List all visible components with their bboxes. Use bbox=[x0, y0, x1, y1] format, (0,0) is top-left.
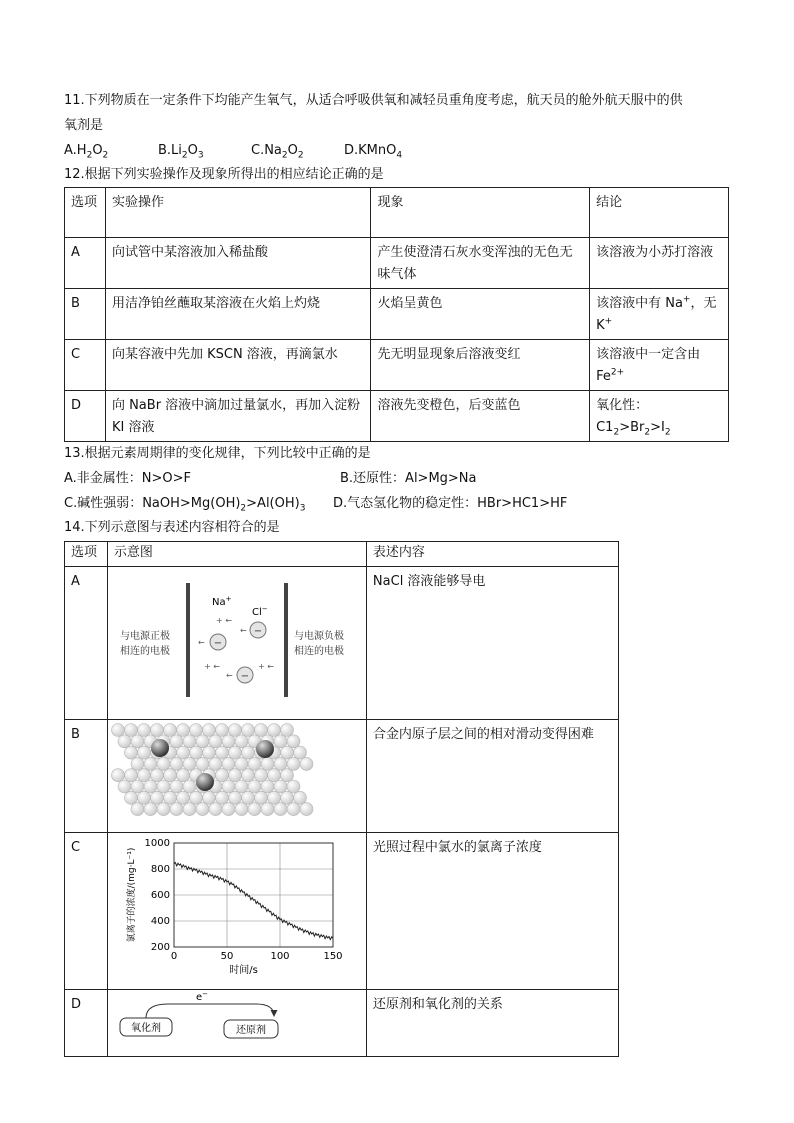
host-atom bbox=[144, 780, 157, 793]
host-atom bbox=[241, 724, 254, 737]
host-atom bbox=[183, 735, 196, 748]
q12-table bbox=[64, 187, 729, 442]
host-atom bbox=[183, 780, 196, 793]
solute-atom bbox=[151, 739, 169, 757]
host-atom bbox=[241, 746, 254, 759]
host-atom bbox=[118, 780, 131, 793]
host-atom bbox=[144, 757, 157, 770]
host-atom bbox=[202, 791, 215, 804]
row-phenomenon: 产生使澄清石灰水变浑浊的无色无味气体 bbox=[371, 238, 590, 289]
row-phenomenon: 溶液先变橙色，后变蓝色 bbox=[371, 391, 590, 442]
header-option: 选项 bbox=[65, 188, 106, 238]
q13-option-a: A.非金属性：N>O>F bbox=[64, 471, 192, 486]
host-atom bbox=[274, 780, 287, 793]
x-tick-label: 0 bbox=[170, 951, 178, 962]
y-tick-label: 200 bbox=[150, 942, 170, 953]
host-atom bbox=[196, 735, 209, 748]
host-atom bbox=[293, 746, 306, 759]
host-atom bbox=[300, 803, 313, 816]
header-diagram: 示意图 bbox=[107, 542, 366, 567]
diagram-chart bbox=[107, 833, 366, 990]
row-conclusion: 该溶液为小苏打溶液 bbox=[590, 238, 729, 289]
host-atom bbox=[261, 757, 274, 770]
host-atom bbox=[124, 724, 137, 737]
chloride-concentration-chart bbox=[108, 833, 366, 981]
header-description: 表述内容 bbox=[366, 542, 618, 567]
cl-ion-label: Cl− bbox=[251, 605, 268, 618]
host-atom bbox=[280, 791, 293, 804]
table-row bbox=[65, 289, 729, 340]
host-atom bbox=[170, 780, 183, 793]
y-tick-label: 400 bbox=[150, 916, 170, 927]
svg-text:+ ←: + ← bbox=[203, 662, 220, 671]
host-atom bbox=[170, 735, 183, 748]
table-row bbox=[65, 340, 729, 391]
host-atom bbox=[111, 724, 124, 737]
row-description: NaCl 溶液能够导电 bbox=[366, 567, 618, 720]
svg-text:+ ←: + ← bbox=[257, 662, 274, 671]
row-option: C bbox=[65, 833, 108, 990]
host-atom bbox=[176, 791, 189, 804]
diagram-redox bbox=[107, 990, 366, 1057]
host-atom bbox=[248, 803, 261, 816]
host-atom bbox=[287, 803, 300, 816]
y-tick-label: 800 bbox=[150, 864, 170, 875]
host-atom bbox=[176, 724, 189, 737]
header-phenomenon: 现象 bbox=[371, 188, 590, 238]
host-atom bbox=[248, 780, 261, 793]
host-atom bbox=[131, 757, 144, 770]
y-tick-label: 600 bbox=[150, 890, 170, 901]
host-atom bbox=[189, 724, 202, 737]
diagram-alloy bbox=[107, 720, 366, 833]
host-atom bbox=[131, 803, 144, 816]
y-axis-label: 氯离子的浓度/(mg·L⁻¹) bbox=[126, 847, 137, 943]
host-atom bbox=[124, 769, 137, 782]
host-atom bbox=[137, 791, 150, 804]
host-atom bbox=[300, 757, 313, 770]
host-atom bbox=[248, 757, 261, 770]
q13-option-d: D.气态氢化物的稳定性：HBr>HC1>HF bbox=[333, 496, 568, 511]
host-atom bbox=[163, 791, 176, 804]
na-ion-label: Na+ bbox=[211, 595, 232, 608]
host-atom bbox=[163, 769, 176, 782]
host-atom bbox=[189, 791, 202, 804]
q11-option-d: D.KMnO$_4$ bbox=[344, 143, 403, 161]
svg-text:←: ← bbox=[239, 626, 247, 635]
table-header-row bbox=[65, 188, 729, 238]
host-atom bbox=[254, 769, 267, 782]
row-operation: 用洁净铂丝蘸取某溶液在火焰上灼烧 bbox=[105, 289, 371, 340]
series-line-chloride bbox=[174, 863, 333, 940]
x-tick-label: 50 bbox=[220, 951, 234, 962]
header-option: 选项 bbox=[65, 542, 108, 567]
negative-electrode-label-1: 与电源负极 bbox=[293, 631, 344, 642]
host-atom bbox=[228, 746, 241, 759]
row-operation: 向试管中某溶液加入稀盐酸 bbox=[105, 238, 371, 289]
host-atom bbox=[280, 724, 293, 737]
host-atom bbox=[170, 803, 183, 816]
redox-relationship-diagram bbox=[108, 990, 366, 1048]
table-row bbox=[65, 720, 619, 833]
svg-text:←: ← bbox=[197, 638, 205, 647]
table-row bbox=[65, 990, 619, 1057]
host-atom bbox=[235, 803, 248, 816]
positive-electrode-label-1: 与电源正极 bbox=[119, 631, 170, 642]
positive-electrode bbox=[186, 583, 190, 697]
row-description: 合金内原子层之间的相对滑动变得困难 bbox=[366, 720, 618, 833]
host-atom bbox=[274, 803, 287, 816]
host-atom bbox=[235, 757, 248, 770]
host-atom bbox=[222, 735, 235, 748]
row-phenomenon: 火焰呈黄色 bbox=[371, 289, 590, 340]
q11-line1: 11.下列物质在一定条件下均能产生氧气，从适合呼吸供氧和减轻员重角度考虑，航天员的舱外航天服中的供 bbox=[64, 93, 683, 108]
host-atom bbox=[202, 724, 215, 737]
svg-text:−: − bbox=[213, 638, 223, 649]
electron-label: e− bbox=[195, 990, 208, 1003]
host-atom bbox=[150, 769, 163, 782]
svg-text:+ ←: + ← bbox=[215, 616, 232, 625]
host-atom bbox=[196, 803, 209, 816]
host-atom bbox=[267, 724, 280, 737]
table-header-row bbox=[65, 542, 619, 567]
row-description: 还原剂和氧化剂的关系 bbox=[366, 990, 618, 1057]
host-atom bbox=[215, 791, 228, 804]
host-atom bbox=[267, 769, 280, 782]
row-conclusion: 氧化性：$C1_2>Br_2>I_2$ bbox=[590, 391, 729, 442]
solute-atom bbox=[256, 740, 274, 758]
electrolyte-conduction-diagram bbox=[108, 567, 366, 711]
host-atom bbox=[183, 803, 196, 816]
row-operation: 向某容液中先加 KSCN 溶液，再滴氯水 bbox=[105, 340, 371, 391]
host-atom bbox=[209, 735, 222, 748]
q13-title: 13.根据元素周期律的变化规律，下列比较中正确的是 bbox=[64, 446, 371, 461]
q11-option-b: $B.Li_2O_3$ bbox=[158, 143, 204, 161]
host-atom bbox=[124, 791, 137, 804]
table-row bbox=[65, 238, 729, 289]
host-atom bbox=[228, 724, 241, 737]
host-atom bbox=[274, 757, 287, 770]
host-atom bbox=[261, 780, 274, 793]
y-tick-label: 1000 bbox=[144, 838, 170, 849]
row-conclusion: 该溶液中有 Na+，无 K+ bbox=[590, 289, 729, 340]
row-conclusion: 该溶液中一定含由 $Fe^{2+}$ bbox=[590, 340, 729, 391]
svg-text:−: − bbox=[253, 626, 263, 637]
host-atom bbox=[150, 724, 163, 737]
host-atom bbox=[215, 746, 228, 759]
host-atom bbox=[124, 746, 137, 759]
host-atom bbox=[241, 791, 254, 804]
host-atom bbox=[131, 780, 144, 793]
reducer-label: 还原剂 bbox=[235, 1025, 266, 1036]
x-axis-label: 时间/s bbox=[229, 965, 258, 976]
host-atom bbox=[137, 746, 150, 759]
host-atom bbox=[176, 746, 189, 759]
host-atom bbox=[215, 769, 228, 782]
row-option: D bbox=[65, 391, 106, 442]
q14-title: 14.下列示意图与表述内容相符合的是 bbox=[64, 520, 280, 535]
host-atom bbox=[157, 757, 170, 770]
negative-electrode bbox=[284, 583, 288, 697]
host-atom bbox=[137, 769, 150, 782]
row-option: A bbox=[65, 238, 106, 289]
host-atom bbox=[144, 803, 157, 816]
host-atom bbox=[287, 735, 300, 748]
row-option: B bbox=[65, 289, 106, 340]
svg-text:←: ← bbox=[225, 671, 233, 680]
host-atom bbox=[280, 769, 293, 782]
host-atom bbox=[150, 791, 163, 804]
host-atom bbox=[209, 757, 222, 770]
row-option: D bbox=[65, 990, 108, 1057]
oxidizer-label: 氧化剂 bbox=[130, 1023, 161, 1034]
q13-option-b: B.还原性：Al>Mg>Na bbox=[340, 471, 477, 486]
host-atom bbox=[183, 757, 196, 770]
host-atom bbox=[163, 724, 176, 737]
host-atom bbox=[222, 780, 235, 793]
host-atom bbox=[261, 803, 274, 816]
host-atom bbox=[196, 757, 209, 770]
table-row bbox=[65, 567, 619, 720]
row-option: A bbox=[65, 567, 108, 720]
q11-option-c: $C.Na_2O_2$ bbox=[251, 143, 304, 161]
host-atom bbox=[131, 735, 144, 748]
row-description: 光照过程中氯水的氯离子浓度 bbox=[366, 833, 618, 990]
row-option: C bbox=[65, 340, 106, 391]
host-atom bbox=[241, 769, 254, 782]
host-atom bbox=[202, 746, 215, 759]
host-atom bbox=[293, 791, 306, 804]
host-atom bbox=[235, 735, 248, 748]
header-conclusion: 结论 bbox=[590, 188, 729, 238]
host-atom bbox=[157, 803, 170, 816]
q11-line2: 氧剂是 bbox=[64, 118, 104, 133]
table-row bbox=[65, 833, 619, 990]
row-option: B bbox=[65, 720, 108, 833]
host-atom bbox=[235, 780, 248, 793]
header-operation: 实验操作 bbox=[105, 188, 371, 238]
host-atom bbox=[118, 735, 131, 748]
q13-option-c: C.碱性强弱：$NaOH>Mg(OH)_2>Al(OH)_3$ bbox=[64, 496, 306, 514]
host-atom bbox=[170, 757, 183, 770]
svg-text:−: − bbox=[240, 671, 250, 682]
alloy-atom-layers-diagram bbox=[108, 720, 366, 824]
negative-electrode-label-2: 相连的电极 bbox=[293, 646, 344, 657]
q11-option-a: $A.H_2O_2$ bbox=[64, 143, 109, 161]
host-atom bbox=[222, 757, 235, 770]
x-tick-label: 150 bbox=[323, 951, 343, 962]
host-atom bbox=[254, 724, 267, 737]
host-atom bbox=[287, 780, 300, 793]
host-atom bbox=[209, 803, 222, 816]
host-atom bbox=[176, 769, 189, 782]
host-atom bbox=[274, 735, 287, 748]
host-atom bbox=[137, 724, 150, 737]
host-atom bbox=[157, 780, 170, 793]
diagram-electrolyte bbox=[107, 567, 366, 720]
q12-title: 12.根据下列实验操作及现象所得出的相应结论正确的是 bbox=[64, 167, 384, 182]
electron-transfer-arrow bbox=[146, 1004, 274, 1018]
host-atom bbox=[254, 791, 267, 804]
x-tick-label: 100 bbox=[270, 951, 290, 962]
host-atom bbox=[189, 746, 202, 759]
positive-electrode-label-2: 相连的电极 bbox=[119, 646, 170, 657]
host-atom bbox=[228, 769, 241, 782]
q14-table bbox=[64, 541, 619, 1057]
host-atom bbox=[215, 724, 228, 737]
host-atom bbox=[287, 757, 300, 770]
solute-atom bbox=[196, 773, 214, 791]
host-atom bbox=[228, 791, 241, 804]
host-atom bbox=[280, 746, 293, 759]
host-atom bbox=[111, 769, 124, 782]
host-atom bbox=[222, 803, 235, 816]
host-atom bbox=[267, 791, 280, 804]
row-operation: 向 NaBr 溶液中滴加过量氯水，再加入淀粉 KI 溶液 bbox=[105, 391, 371, 442]
row-phenomenon: 先无明显现象后溶液变红 bbox=[371, 340, 590, 391]
table-row bbox=[65, 391, 729, 442]
